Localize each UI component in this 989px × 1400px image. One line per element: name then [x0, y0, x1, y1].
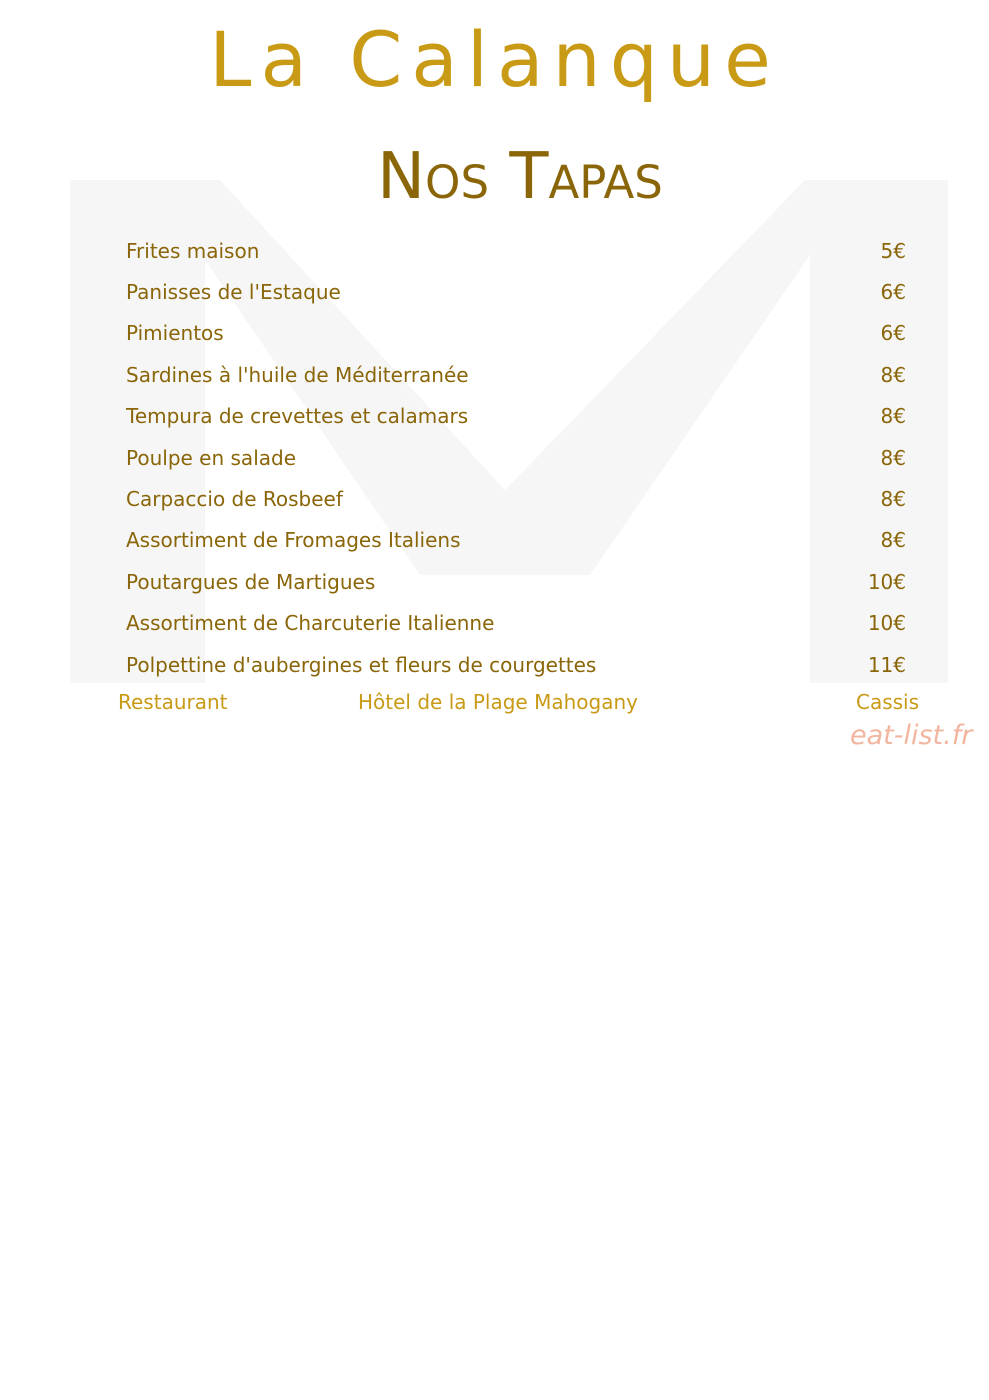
menu-item-price: 10€ — [867, 569, 906, 594]
menu-item — [126, 437, 910, 478]
menu-item-price: 8€ — [880, 528, 906, 553]
menu-item-price: 8€ — [880, 404, 906, 429]
menu-item-name: Assortiment de Charcuterie Italienne — [126, 611, 495, 636]
menu-item-name: Frites maison — [126, 238, 260, 263]
menu-item-name: Poulpe en salade — [126, 445, 296, 470]
site-watermark: eat-list.fr — [850, 720, 973, 751]
menu-item-name: Assortiment de Fromages Italiens — [126, 528, 461, 553]
menu-item-price: 10€ — [867, 611, 906, 636]
menu-item-name: Tempura de crevettes et calamars — [126, 404, 469, 429]
restaurant-name: La Calanque — [209, 15, 780, 104]
menu-item-price: 6€ — [880, 280, 906, 305]
menu-item-name: Poutargues de Martigues — [126, 569, 376, 594]
menu-item-name: Pimientos — [126, 321, 224, 346]
footer-city: Cassis — [856, 690, 920, 714]
menu-item-price: 6€ — [880, 321, 906, 346]
menu-item-name: Sardines à l'huile de Méditerranée — [126, 362, 469, 387]
menu-item-price: 11€ — [867, 652, 906, 677]
footer-hotel-name: Hôtel de la Plage Mahogany — [358, 690, 638, 714]
menu-item-name: Polpettine d'aubergines et fleurs de courgettes — [126, 652, 597, 677]
menu-item — [126, 354, 910, 395]
menu-item — [126, 520, 910, 561]
footer-restaurant: Restaurant — [118, 690, 228, 714]
menu-item-name: Carpaccio de Rosbeef — [126, 487, 343, 512]
menu-item-price: 5€ — [880, 238, 906, 263]
menu-item — [126, 644, 910, 685]
menu-item — [126, 230, 910, 271]
menu-item — [126, 561, 910, 602]
tapas-menu-list — [126, 230, 910, 685]
menu-item-name: Panisses de l'Estaque — [126, 280, 341, 305]
menu-item — [126, 271, 910, 312]
menu-item-price: 8€ — [880, 362, 906, 387]
menu-item — [126, 478, 910, 519]
menu-item — [126, 603, 910, 644]
menu-item — [126, 396, 910, 437]
menu-item-price: 8€ — [880, 445, 906, 470]
menu-item — [126, 313, 910, 354]
menu-item-price: 8€ — [880, 487, 906, 512]
section-title: Nos Tapas — [377, 140, 663, 214]
